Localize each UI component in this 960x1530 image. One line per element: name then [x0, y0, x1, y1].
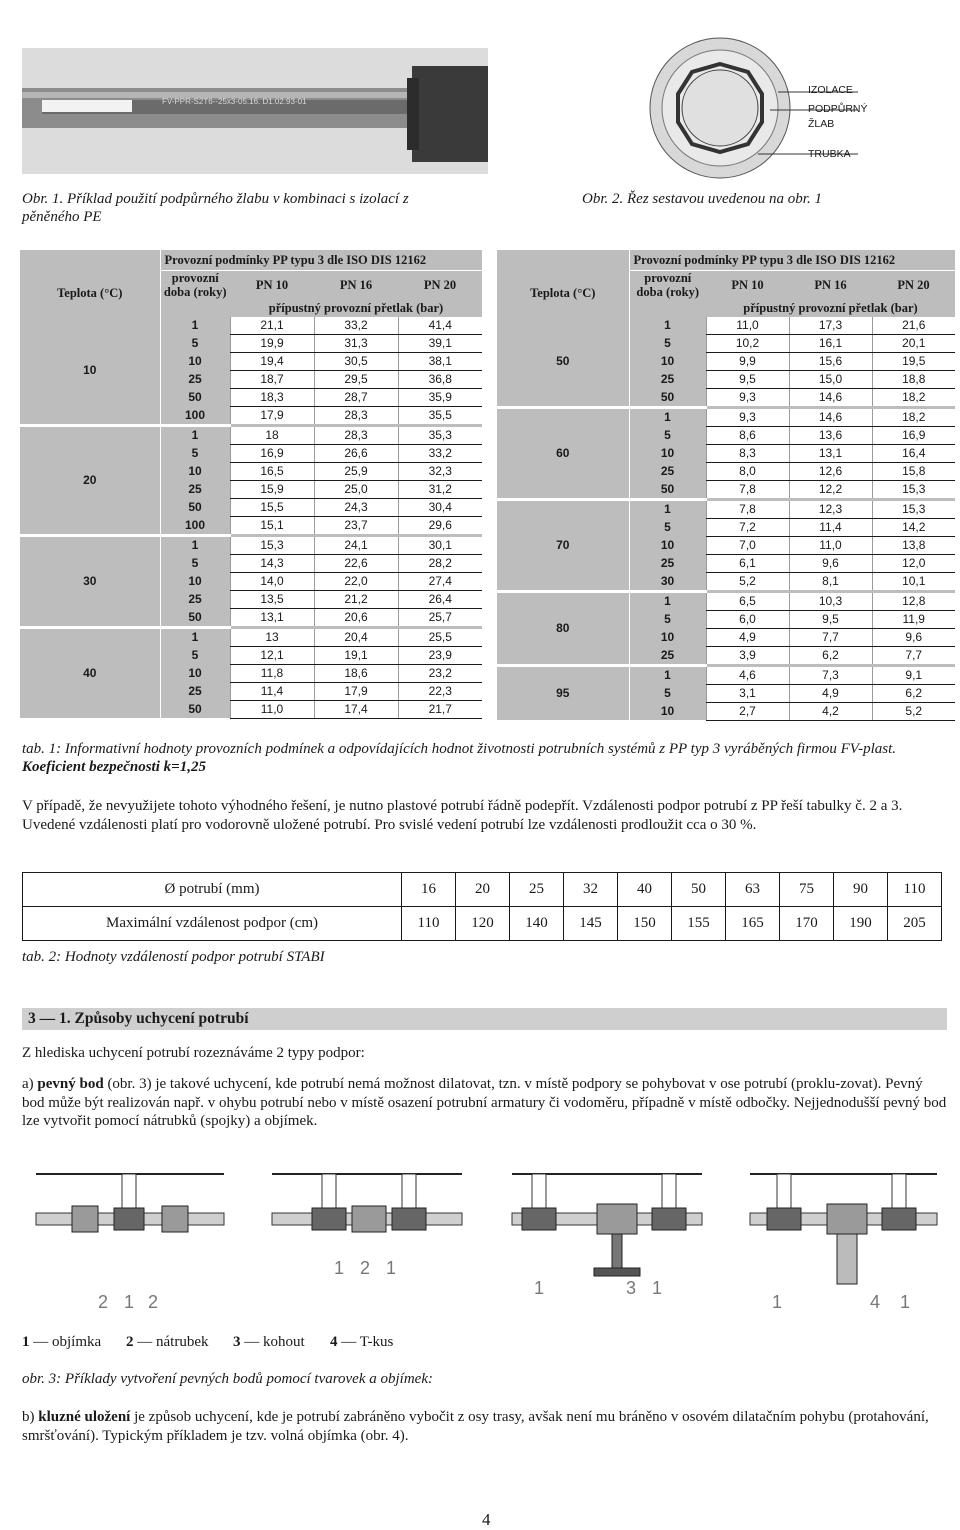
- pressure-cell: 11,4: [789, 518, 872, 536]
- callout-c-1: 1: [534, 1278, 545, 1298]
- pressure-cell: 16,1: [789, 334, 872, 352]
- pressure-cell: 8,1: [789, 572, 872, 591]
- pressure-cell: 18,2: [872, 407, 955, 426]
- table2-cell: 110: [402, 907, 456, 941]
- pressure-cell: 4,2: [789, 702, 872, 720]
- operating-conditions-table: [497, 250, 955, 721]
- years-cell: 5: [629, 334, 706, 352]
- pressure-cell: 9,5: [706, 370, 789, 388]
- years-cell: 5: [160, 554, 230, 572]
- table-row: [497, 591, 955, 610]
- section-heading: 3 — 1. Způsoby uchycení potrubí: [22, 1008, 947, 1030]
- pressure-cell: 19,5: [872, 352, 955, 370]
- pressure-cell: 8,0: [706, 462, 789, 480]
- pressure-cell: 20,1: [872, 334, 955, 352]
- pressure-cell: 9,3: [706, 407, 789, 426]
- table2-cell: 110: [888, 873, 942, 907]
- table2-cell: 140: [510, 907, 564, 941]
- years-cell: 10: [160, 352, 230, 370]
- years-cell: 10: [160, 664, 230, 682]
- pressure-cell: 11,8: [230, 664, 314, 682]
- pressure-cell: 27,4: [398, 572, 482, 590]
- pressure-cell: 7,2: [706, 518, 789, 536]
- drawing-c: [512, 1174, 702, 1276]
- header-blank: [497, 250, 629, 270]
- table-row: [497, 665, 955, 684]
- years-cell: 1: [629, 407, 706, 426]
- years-cell: 10: [160, 462, 230, 480]
- pressure-cell: 8,3: [706, 444, 789, 462]
- table2-row2-label: Maximální vzdálenost podpor (cm): [23, 907, 402, 941]
- pressure-cell: 10,1: [872, 572, 955, 591]
- pressure-cell: 25,9: [314, 462, 398, 480]
- years-cell: 50: [160, 700, 230, 718]
- pressure-cell: 13: [230, 627, 314, 646]
- pressure-cell: 16,4: [872, 444, 955, 462]
- years-cell: 1: [160, 535, 230, 554]
- table2-cell: 155: [672, 907, 726, 941]
- pressure-cell: 39,1: [398, 334, 482, 352]
- table2-cell: 145: [564, 907, 618, 941]
- pressure-cell: 17,3: [789, 317, 872, 335]
- pressure-cell: 29,6: [398, 516, 482, 535]
- table-row: [20, 627, 482, 646]
- pressure-cell: 6,0: [706, 610, 789, 628]
- figure3-caption: obr. 3: Příklady vytvoření pevných bodů pomocí tvarovek a objímek:: [22, 1371, 433, 1387]
- table2-cell: 190: [834, 907, 888, 941]
- temperature-cell: 50: [497, 317, 629, 408]
- pressure-blank: [629, 299, 706, 317]
- years-cell: 25: [160, 370, 230, 388]
- pn-header: PN 16: [314, 270, 398, 299]
- callout-c-3: 1: [652, 1278, 663, 1298]
- table-row: [20, 425, 482, 444]
- col-period-header: [629, 270, 706, 299]
- col-period-header: [160, 270, 230, 299]
- pressure-cell: 9,3: [706, 388, 789, 407]
- years-cell: 1: [160, 317, 230, 335]
- pressure-cell: 2,7: [706, 702, 789, 720]
- figure3-drawings: [22, 1168, 947, 1318]
- pressure-cell: 12,1: [230, 646, 314, 664]
- pressure-cell: 15,6: [789, 352, 872, 370]
- pressure-cell: 9,6: [872, 628, 955, 646]
- callout-b-2: 2: [360, 1258, 371, 1278]
- temperature-cell: 80: [497, 591, 629, 665]
- callout-d-3: 1: [900, 1292, 911, 1312]
- pressure-cell: 31,2: [398, 480, 482, 498]
- pressure-cell: 16,9: [230, 444, 314, 462]
- header-title: Provozní podmínky PP typu 3 dle ISO DIS 12162: [160, 250, 482, 270]
- years-cell: 25: [629, 462, 706, 480]
- years-cell: 1: [629, 499, 706, 518]
- years-cell: 5: [629, 518, 706, 536]
- years-cell: 5: [160, 444, 230, 462]
- table2: [22, 872, 942, 941]
- pressure-cell: 10,3: [789, 591, 872, 610]
- callout-b-1: 1: [334, 1258, 345, 1278]
- pressure-cell: 28,3: [314, 406, 398, 425]
- pressure-cell: 13,1: [230, 608, 314, 627]
- pressure-cell: 23,7: [314, 516, 398, 535]
- pressure-cell: 35,5: [398, 406, 482, 425]
- pressure-cell: 28,2: [398, 554, 482, 572]
- pressure-cell: 9,9: [706, 352, 789, 370]
- years-cell: 100: [160, 406, 230, 425]
- pressure-cell: 6,5: [706, 591, 789, 610]
- years-cell: 10: [629, 444, 706, 462]
- years-cell: 1: [629, 591, 706, 610]
- pressure-cell: 12,3: [789, 499, 872, 518]
- pressure-cell: 11,0: [789, 536, 872, 554]
- pressure-cell: 19,9: [230, 334, 314, 352]
- years-cell: 50: [629, 480, 706, 499]
- temperature-cell: 70: [497, 499, 629, 591]
- pressure-blank: [160, 299, 230, 317]
- table1-caption: tab. 1: Informativní hodnoty provozních podmínek a odpovídajících hodnot životnosti potrubních systémů z PP typ 3 vyráběných firmou FV-plast. Koeficient bezpečnosti k=1,25: [22, 741, 897, 775]
- pressure-cell: 32,3: [398, 462, 482, 480]
- legend-item-1: 1 — objímka: [22, 1334, 102, 1350]
- pressure-cell: 11,4: [230, 682, 314, 700]
- callout-d-2: 4: [870, 1292, 881, 1312]
- header-blank: [20, 250, 160, 270]
- years-cell: 50: [160, 388, 230, 406]
- pressure-cell: 14,0: [230, 572, 314, 590]
- pressure-cell: 13,6: [789, 426, 872, 444]
- pn-header: PN 16: [789, 270, 872, 299]
- pressure-cell: 12,6: [789, 462, 872, 480]
- callout-c-2: 3: [626, 1278, 637, 1298]
- pressure-cell: 38,1: [398, 352, 482, 370]
- pressure-cell: 28,3: [314, 425, 398, 444]
- callout-a-1: 2: [98, 1292, 109, 1312]
- years-cell: 100: [160, 516, 230, 535]
- years-cell: 30: [629, 572, 706, 591]
- col-temp-header: Teplota (°C): [20, 270, 160, 317]
- pressure-cell: 35,3: [398, 425, 482, 444]
- pn-header: PN 20: [872, 270, 955, 299]
- pressure-cell: 23,2: [398, 664, 482, 682]
- pressure-cell: 29,5: [314, 370, 398, 388]
- pressure-cell: 30,4: [398, 498, 482, 516]
- item-b: b) kluzné uložení je způsob uchycení, kde je potrubí zabráněno vybočit z osy trasy, avšak není mu bráněno v osovém dilatačním pohybu (protahování, smršťování). Typickým příkladem je tzv. volná objímka (obr. 4).: [22, 1409, 929, 1444]
- temperature-cell: 60: [497, 407, 629, 499]
- years-cell: 25: [160, 480, 230, 498]
- table-row: [20, 535, 482, 554]
- pressure-cell: 18,6: [314, 664, 398, 682]
- pressure-cell: 4,9: [706, 628, 789, 646]
- pressure-cell: 7,8: [706, 480, 789, 499]
- pn-header: PN 20: [398, 270, 482, 299]
- pressure-cell: 19,4: [230, 352, 314, 370]
- pressure-cell: 18,8: [872, 370, 955, 388]
- years-cell: 10: [160, 572, 230, 590]
- pressure-cell: 12,8: [872, 591, 955, 610]
- pressure-cell: 15,1: [230, 516, 314, 535]
- pressure-cell: 9,6: [789, 554, 872, 572]
- page-number: 4: [482, 1510, 491, 1529]
- table2-cell: 205: [888, 907, 942, 941]
- years-cell: 50: [160, 498, 230, 516]
- pressure-cell: 13,1: [789, 444, 872, 462]
- years-cell: 1: [160, 425, 230, 444]
- table2-cell: 63: [726, 873, 780, 907]
- figure2-caption: Obr. 2. Řez sestavou uvedenou na obr. 1: [582, 191, 822, 207]
- pressure-cell: 10,2: [706, 334, 789, 352]
- years-cell: 10: [629, 628, 706, 646]
- callout-b-3: 1: [386, 1258, 397, 1278]
- pressure-cell: 15,8: [872, 462, 955, 480]
- operating-conditions-table: [20, 250, 482, 719]
- pn-header: PN 10: [230, 270, 314, 299]
- pressure-cell: 18: [230, 425, 314, 444]
- pressure-cell: 7,3: [789, 665, 872, 684]
- table2-cell: 75: [780, 873, 834, 907]
- table2-cell: 40: [618, 873, 672, 907]
- pressure-cell: 15,9: [230, 480, 314, 498]
- pressure-cell: 9,1: [872, 665, 955, 684]
- pressure-cell: 16,5: [230, 462, 314, 480]
- table-row: [497, 407, 955, 426]
- temperature-cell: 95: [497, 665, 629, 720]
- pressure-cell: 25,7: [398, 608, 482, 627]
- col-period-line1: provozní: [644, 270, 692, 285]
- pressure-cell: 22,3: [398, 682, 482, 700]
- col-temp-header: Teplota (°C): [497, 270, 629, 317]
- col-period-line2: doba (roky): [636, 284, 700, 299]
- pressure-cell: 25,5: [398, 627, 482, 646]
- drawing-d: [750, 1174, 937, 1284]
- pressure-cell: 17,9: [230, 406, 314, 425]
- pressure-cell: 13,5: [230, 590, 314, 608]
- pressure-cell: 7,7: [872, 646, 955, 665]
- pressure-cell: 31,3: [314, 334, 398, 352]
- years-cell: 5: [629, 684, 706, 702]
- pressure-cell: 18,7: [230, 370, 314, 388]
- table1-right: [497, 250, 957, 721]
- pressure-cell: 26,4: [398, 590, 482, 608]
- table-row: [497, 499, 955, 518]
- legend-item-3: 3 — kohout: [233, 1334, 305, 1350]
- years-cell: 25: [629, 646, 706, 665]
- pressure-cell: 11,0: [706, 317, 789, 335]
- table2-caption: tab. 2: Hodnoty vzdáleností podpor potrubí STABI: [22, 949, 325, 965]
- years-cell: 50: [629, 388, 706, 407]
- label-podpurny: PODPŮRNÝ: [808, 103, 868, 115]
- temperature-cell: 30: [20, 535, 160, 627]
- pressure-cell: 6,2: [789, 646, 872, 665]
- pressure-cell: 15,3: [230, 535, 314, 554]
- pressure-cell: 18,3: [230, 388, 314, 406]
- pn-header: PN 10: [706, 270, 789, 299]
- pressure-cell: 8,6: [706, 426, 789, 444]
- pressure-cell: 19,1: [314, 646, 398, 664]
- pressure-cell: 11,9: [872, 610, 955, 628]
- years-cell: 25: [160, 682, 230, 700]
- pressure-cell: 14,6: [789, 388, 872, 407]
- col-period-line2: doba (roky): [163, 284, 227, 299]
- pressure-cell: 22,0: [314, 572, 398, 590]
- years-cell: 5: [629, 426, 706, 444]
- pressure-cell: 15,3: [872, 480, 955, 499]
- pressure-cell: 33,2: [314, 317, 398, 335]
- legend-item-4: 4 — T-kus: [330, 1334, 394, 1350]
- col-period-line1: provozní: [171, 270, 219, 285]
- table2-cell: 120: [456, 907, 510, 941]
- pressure-cell: 24,3: [314, 498, 398, 516]
- callout-a-3: 2: [148, 1292, 159, 1312]
- pressure-cell: 20,6: [314, 608, 398, 627]
- pressure-cell: 20,4: [314, 627, 398, 646]
- label-zlab: ŽLAB: [808, 118, 835, 130]
- pressure-cell: 28,7: [314, 388, 398, 406]
- callout-d-1: 1: [772, 1292, 783, 1312]
- pressure-cell: 13,8: [872, 536, 955, 554]
- table2-cell: 90: [834, 873, 888, 907]
- pressure-cell: 33,2: [398, 444, 482, 462]
- pressure-cell: 6,2: [872, 684, 955, 702]
- pressure-cell: 24,1: [314, 535, 398, 554]
- pressure-cell: 23,9: [398, 646, 482, 664]
- pressure-cell: 4,6: [706, 665, 789, 684]
- pressure-cell: 14,2: [872, 518, 955, 536]
- pressure-cell: 16,9: [872, 426, 955, 444]
- pressure-label: přípustný provozní přetlak (bar): [706, 299, 955, 317]
- pressure-cell: 14,6: [789, 407, 872, 426]
- years-cell: 10: [629, 702, 706, 720]
- figure2-cross-section: [648, 28, 898, 180]
- drawing-a: [36, 1174, 224, 1232]
- pressure-cell: 30,1: [398, 535, 482, 554]
- pressure-cell: 35,9: [398, 388, 482, 406]
- temperature-cell: 20: [20, 425, 160, 535]
- pressure-cell: 15,0: [789, 370, 872, 388]
- years-cell: 1: [629, 317, 706, 335]
- support-paragraph: V případě, že nevyužijete tohoto výhodného řešení, je nutno plastové potrubí řádně podepřít. Vzdálenosti podpor potrubí z PP řeší tabulky č. 2 a 3. Uvedené vzdálenosti platí pro vodorovně uložené potrubí. Pro svislé vedení potrubí lze vzdálenosti prodloužit cca o 30 %.: [22, 798, 903, 833]
- temperature-cell: 40: [20, 627, 160, 718]
- years-cell: 5: [629, 610, 706, 628]
- table2-cell: 150: [618, 907, 672, 941]
- table2-cell: 32: [564, 873, 618, 907]
- pressure-cell: 5,2: [872, 702, 955, 720]
- years-cell: 1: [629, 665, 706, 684]
- figure1-photo: [22, 48, 488, 174]
- years-cell: 5: [160, 334, 230, 352]
- pressure-cell: 11,0: [230, 700, 314, 718]
- table2-row-distance: [23, 907, 942, 941]
- pressure-cell: 36,8: [398, 370, 482, 388]
- pressure-cell: 15,5: [230, 498, 314, 516]
- table2-cell: 20: [456, 873, 510, 907]
- table2-cell: 16: [402, 873, 456, 907]
- label-trubka: TRUBKA: [808, 148, 851, 160]
- pressure-cell: 14,3: [230, 554, 314, 572]
- table1-left: [20, 250, 483, 719]
- pressure-cell: 7,7: [789, 628, 872, 646]
- table2-cell: 25: [510, 873, 564, 907]
- years-cell: 10: [629, 352, 706, 370]
- pressure-cell: 9,5: [789, 610, 872, 628]
- pressure-cell: 21,2: [314, 590, 398, 608]
- pressure-cell: 25,0: [314, 480, 398, 498]
- temperature-cell: 10: [20, 317, 160, 426]
- figure1-caption: Obr. 1. Příklad použití podpůrného žlabu v kombinaci s izolací z pěněného PE: [22, 191, 409, 225]
- pressure-cell: 21,6: [872, 317, 955, 335]
- drawing-b: [272, 1174, 462, 1232]
- pressure-cell: 5,2: [706, 572, 789, 591]
- pressure-cell: 30,5: [314, 352, 398, 370]
- pressure-cell: 21,1: [230, 317, 314, 335]
- years-cell: 1: [160, 627, 230, 646]
- pressure-cell: 12,0: [872, 554, 955, 572]
- years-cell: 10: [629, 536, 706, 554]
- table2-cell: 50: [672, 873, 726, 907]
- label-izolace: IZOLACE: [808, 84, 853, 96]
- years-cell: 25: [160, 590, 230, 608]
- table2-row1-label: Ø potrubí (mm): [23, 873, 402, 907]
- years-cell: 25: [629, 554, 706, 572]
- pressure-cell: 17,4: [314, 700, 398, 718]
- pressure-cell: 4,9: [789, 684, 872, 702]
- pressure-cell: 26,6: [314, 444, 398, 462]
- years-cell: 5: [160, 646, 230, 664]
- table-row: [497, 317, 955, 335]
- table2-cell: 170: [780, 907, 834, 941]
- pressure-cell: 15,3: [872, 499, 955, 518]
- header-title: Provozní podmínky PP typu 3 dle ISO DIS 12162: [629, 250, 955, 270]
- pressure-cell: 3,9: [706, 646, 789, 665]
- callout-a-2: 1: [124, 1292, 135, 1312]
- legend-item-2: 2 — nátrubek: [126, 1334, 209, 1350]
- section-intro: Z hlediska uchycení potrubí rozeznáváme 2 typy podpor:: [22, 1045, 365, 1061]
- table-row: [20, 317, 482, 335]
- pressure-cell: 12,2: [789, 480, 872, 499]
- pressure-cell: 17,9: [314, 682, 398, 700]
- pressure-label: přípustný provozní přetlak (bar): [230, 299, 482, 317]
- pressure-cell: 7,0: [706, 536, 789, 554]
- pressure-cell: 18,2: [872, 388, 955, 407]
- item-a: a) pevný bod (obr. 3) je takové uchycení, kde potrubí nemá možnost dilatovat, tzn. v místě podpory se pohybovat v ose potrubí (proklu-zovat). Pevný bod může být realizován např. v ohybu potrubí nebo v místě osazení potrubní armatury či vodoměru, případně v místě odbočky. Nejjednodušší pevný bod lze vytvořit pomocí nátrubků (spojky) a objímek.: [22, 1076, 947, 1129]
- pressure-cell: 3,1: [706, 684, 789, 702]
- pressure-cell: 7,8: [706, 499, 789, 518]
- photo-marking: FV-PPR-S2T6--25x3-05.16. D1.02.93-01: [162, 97, 307, 106]
- table2-row-diameter: [23, 873, 942, 907]
- pressure-cell: 41,4: [398, 317, 482, 335]
- table2-cell: 165: [726, 907, 780, 941]
- pressure-cell: 21,7: [398, 700, 482, 718]
- years-cell: 50: [160, 608, 230, 627]
- pressure-cell: 22,6: [314, 554, 398, 572]
- pressure-cell: 6,1: [706, 554, 789, 572]
- years-cell: 25: [629, 370, 706, 388]
